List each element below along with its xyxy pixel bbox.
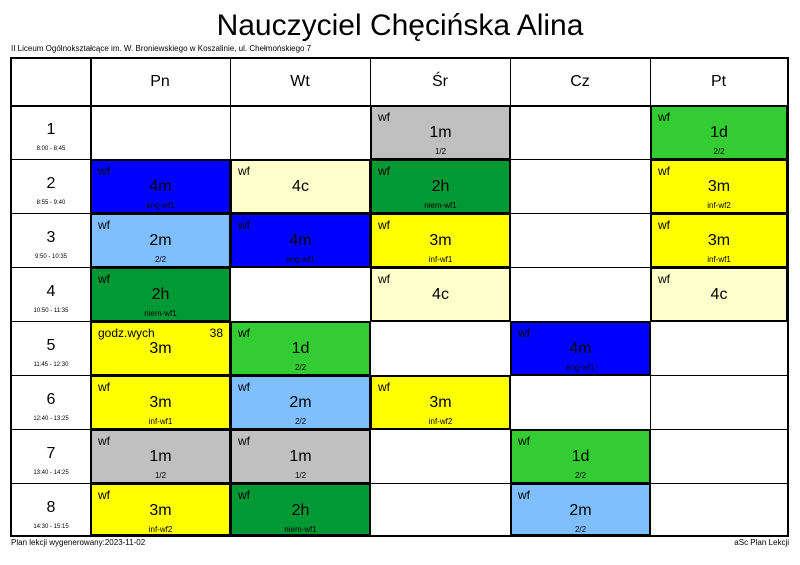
lesson-group: inf-wf2 (148, 525, 173, 534)
lesson-subject: wf (518, 326, 530, 340)
lesson-cell[interactable] (91, 484, 230, 535)
lesson-cell[interactable] (231, 376, 370, 429)
period-number: 1 (46, 121, 56, 138)
lesson-cell[interactable] (231, 160, 370, 213)
lesson-class: 4m (569, 340, 592, 357)
lesson-cell[interactable] (231, 322, 370, 375)
lesson-class: 3m (707, 232, 731, 249)
lesson-cell[interactable] (511, 430, 650, 483)
lesson-group: 1/2 (294, 471, 307, 480)
lesson-cell[interactable] (511, 322, 650, 375)
period-label (12, 375, 90, 429)
lesson-cell[interactable] (371, 160, 510, 213)
lesson-group: ang-wf1 (146, 201, 175, 210)
lesson-cell[interactable] (371, 106, 510, 159)
lesson-cell[interactable] (371, 268, 510, 321)
day-header: Wt (290, 73, 310, 90)
lesson-cell[interactable] (91, 322, 230, 375)
lesson-group: ang-wf1 (286, 255, 315, 264)
lesson-class: 4m (149, 178, 172, 195)
period-time: 8:55 - 9:40 (36, 200, 66, 206)
lesson-subject: wf (238, 380, 250, 394)
lesson-group: 2/2 (574, 525, 587, 534)
lesson-cell[interactable] (91, 214, 230, 267)
lesson-class: 4c (292, 178, 309, 195)
lesson-class: 2m (149, 232, 172, 249)
lesson-subject: wf (518, 434, 530, 448)
page-title: Nauczyciel Chęcińska Alina (216, 9, 584, 42)
lesson-group: niem-wf1 (284, 525, 317, 534)
period-number: 8 (46, 499, 56, 516)
period-number: 3 (46, 229, 56, 246)
lesson-group: inf-wf1 (148, 417, 173, 426)
lesson-class: 3m (149, 394, 172, 411)
lesson-subject: wf (518, 488, 530, 502)
period-time: 14:30 - 15:15 (33, 524, 69, 530)
period-time: 10:50 - 11:35 (33, 308, 69, 314)
lesson-cell[interactable] (91, 268, 230, 321)
lesson-class: 2h (431, 178, 450, 195)
lesson-cell[interactable] (91, 376, 230, 429)
school-name: II Liceum Ogólnokształcące im. W. Broniewskiego w Koszalinie, ul. Chełmońskiego 7 (11, 44, 312, 53)
lesson-subject: wf (98, 164, 110, 178)
period-time: 9:50 - 10:35 (34, 254, 68, 260)
period-label (12, 213, 90, 267)
lesson-group: ang-wf1 (566, 363, 595, 372)
lesson-subject: wf (378, 110, 390, 124)
lesson-class: 3m (429, 232, 452, 249)
lesson-group: 2/2 (154, 255, 167, 264)
lesson-subject: wf (98, 272, 110, 286)
lesson-group: 2/2 (294, 363, 307, 372)
period-label (12, 267, 90, 321)
lesson-class: 1d (571, 448, 590, 465)
lesson-group: 1/2 (434, 147, 447, 156)
lesson-cell[interactable] (91, 160, 230, 213)
lesson-class: 4c (432, 286, 449, 303)
lesson-cell[interactable] (231, 214, 370, 267)
lesson-class: 2m (569, 502, 592, 519)
period-label (12, 429, 90, 483)
day-header: Śr (432, 73, 448, 90)
lesson-group: inf-wf1 (428, 255, 453, 264)
lesson-subject: wf (238, 434, 250, 448)
lesson-subject: godz.wych (98, 326, 155, 340)
lesson-class: 4m (289, 232, 312, 249)
period-number: 5 (46, 337, 56, 354)
lesson-subject: wf (238, 326, 250, 340)
lesson-subject: wf (658, 272, 670, 286)
lesson-class: 3m (149, 340, 172, 357)
lesson-subject: wf (378, 164, 390, 178)
lesson-class: 4c (710, 286, 728, 303)
lesson-room: 38 (209, 326, 223, 340)
lesson-cell[interactable] (651, 160, 787, 213)
period-label (12, 483, 90, 535)
lesson-cell[interactable] (91, 430, 230, 483)
lesson-group: inf-wf2 (428, 417, 453, 426)
lesson-subject: wf (238, 164, 250, 178)
period-time: 12:40 - 13:25 (33, 416, 69, 422)
lesson-subject: wf (378, 272, 390, 286)
timetable-grid (10, 57, 789, 537)
lesson-group: 2/2 (574, 471, 587, 480)
lesson-class: 1d (710, 124, 728, 141)
lesson-cell[interactable] (651, 214, 787, 267)
lesson-class: 1m (149, 448, 172, 465)
period-label (12, 321, 90, 375)
lesson-group: inf-wf2 (707, 201, 731, 210)
lesson-class: 3m (707, 178, 731, 195)
period-number: 4 (46, 283, 56, 300)
day-header: Pn (150, 73, 170, 90)
lesson-group: niem-wf1 (144, 309, 177, 318)
lesson-cell[interactable] (371, 214, 510, 267)
brand-label: aSc Plan Lekcji (734, 538, 789, 547)
lesson-class: 1m (289, 448, 312, 465)
lesson-class: 1m (429, 124, 452, 141)
lesson-cell[interactable] (511, 484, 650, 535)
lesson-subject: wf (658, 218, 670, 232)
period-time: 11:45 - 12:30 (33, 362, 69, 368)
lesson-group: 2/2 (294, 417, 307, 426)
period-number: 6 (46, 391, 56, 408)
lesson-class: 2h (151, 286, 170, 303)
day-header: Cz (570, 73, 590, 90)
lesson-group: 2/2 (713, 147, 725, 156)
lesson-subject: wf (238, 488, 250, 502)
lesson-cell[interactable] (651, 106, 787, 159)
period-time: 8:00 - 8:45 (36, 146, 66, 152)
lesson-subject: wf (98, 380, 110, 394)
lesson-cell[interactable] (231, 430, 370, 483)
day-header: Pt (710, 73, 727, 90)
period-number: 7 (46, 445, 56, 462)
lesson-subject: wf (658, 164, 670, 178)
lesson-group: 1/2 (154, 471, 167, 480)
period-label (12, 105, 90, 159)
lesson-class: 3m (149, 502, 172, 519)
lesson-group: niem-wf1 (424, 201, 457, 210)
lesson-group: inf-wf1 (707, 255, 731, 264)
lesson-class: 2h (291, 502, 310, 519)
generated-date: Plan lekcji wygenerowany:2023-11-02 (11, 538, 146, 547)
period-time: 13:40 - 14:25 (33, 470, 69, 476)
lesson-class: 2m (289, 394, 312, 411)
period-label (12, 159, 90, 213)
lesson-subject: wf (378, 218, 390, 232)
lesson-subject: wf (98, 218, 110, 232)
lesson-subject: wf (98, 488, 110, 502)
lesson-cell[interactable] (371, 376, 510, 429)
lesson-subject: wf (378, 380, 390, 394)
period-number: 2 (46, 175, 56, 192)
lesson-class: 3m (429, 394, 452, 411)
lesson-subject: wf (238, 218, 250, 232)
lesson-subject: wf (98, 434, 110, 448)
lesson-cell[interactable] (231, 484, 370, 535)
lesson-cell[interactable] (651, 268, 787, 321)
lesson-class: 1d (291, 340, 310, 357)
lesson-subject: wf (658, 110, 670, 124)
